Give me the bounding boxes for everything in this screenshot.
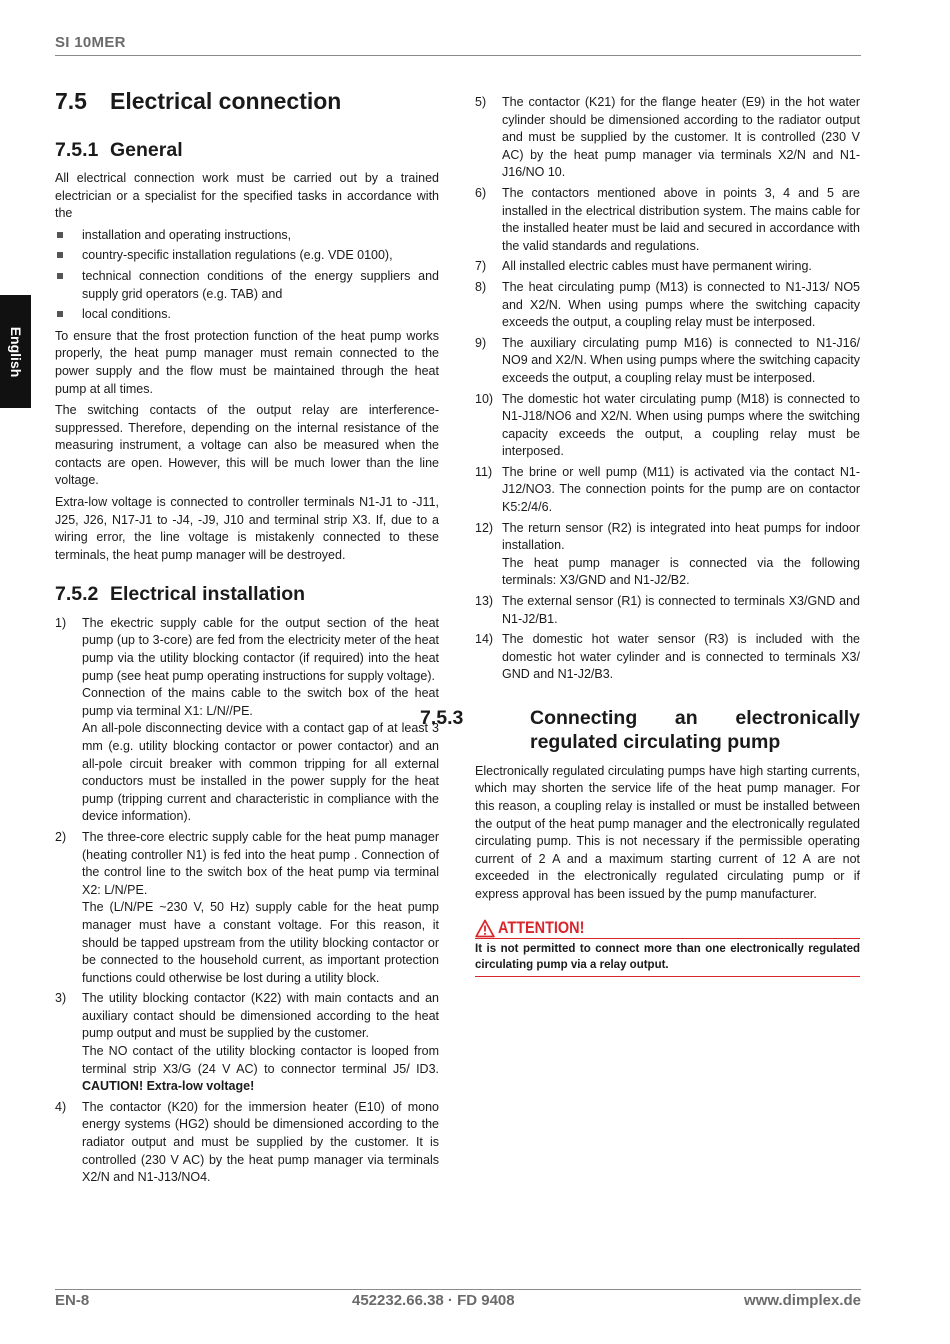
item-number: 5) bbox=[475, 95, 487, 109]
item-number: 14) bbox=[475, 632, 494, 647]
bullet-text: installation and operating instructions, bbox=[82, 227, 292, 242]
general-title: General bbox=[110, 138, 183, 161]
general-number: 7.5.1 bbox=[55, 138, 99, 161]
item-number: 7) bbox=[475, 259, 487, 274]
installation-list-part1 bbox=[55, 615, 439, 1187]
item-text-with-caution bbox=[82, 1043, 439, 1096]
general-bullet-list bbox=[55, 227, 439, 324]
attention-title: ATTENTION! bbox=[498, 917, 585, 937]
item-number: 9) bbox=[475, 335, 487, 350]
item-number: 8) bbox=[475, 279, 487, 294]
list-item bbox=[475, 185, 860, 255]
warning-triangle-icon bbox=[475, 919, 495, 938]
item-text: The auxiliary circulating pump M16) is connected to N1-J16/ NO9 and X2/N. When using pumps where the switching capacity exceeds the output, a coupling relay must be interposed. bbox=[502, 335, 860, 385]
list-item bbox=[475, 94, 860, 182]
pump-heading bbox=[420, 706, 860, 755]
item-text: The domestic hot water sensor (R3) is included with the domestic hot water cylinder and is connected to terminals X3/ GND and N1-J2/B3. bbox=[502, 632, 860, 682]
item-number: 4) bbox=[55, 1099, 67, 1114]
list-item bbox=[475, 391, 860, 461]
item-text: The contactor (K20) for the immersion heater (E10) of mono energy systems (HG2) should be dimensioned according to the radiator output and must be supplied by the customer. It is controlled (230 V AC) by the heat pump manager via terminals X2/N and N1-J13/NO4. bbox=[82, 1099, 439, 1185]
language-side-tab bbox=[0, 295, 31, 408]
item-number: 2) bbox=[55, 829, 67, 844]
item-text: The (L/N/PE ~230 V, 50 Hz) supply cable for the heat pump manager must have a constant voltage. For this reason, it should be tapped upstream from the utility blocking contactor or be connected to the household current, as important protection functions could otherwise be lost during a utility block. bbox=[82, 900, 439, 985]
item-text: The ekectric supply cable for the output section of the heat pump (up to 3-core) are fed from the electricity meter of the heat pump via the utility blocking contactor (if required) into the heat pump (see heat pump operating instructions for supply voltage). bbox=[82, 615, 439, 683]
header-divider bbox=[55, 55, 861, 56]
item-text: An all-pole disconnecting device with a contact gap of at least 3 mm (e.g. utility blocking contactor or power contactor) and an all-pole circuit breaker with common tripping for all external conductors must be installed in the power supply for the heat pump (tripping current and characteristic in compliance with the device information). bbox=[82, 721, 439, 824]
item-number: 11) bbox=[475, 464, 493, 479]
document-header-title: SI 10MER bbox=[55, 34, 126, 51]
item-text: The contactors mentioned above in points 3, 4 and 5 are installed in the electrical distribution system. The mains cable for the installed heater must be laid and secured in accordance with the valid standards and regulations. bbox=[502, 185, 860, 253]
item-text: The return sensor (R2) is integrated into heat pumps for indoor installation. bbox=[502, 520, 860, 553]
pump-paragraph: Electronically regulated circulating pumps have high starting currents, which may shorten the service life of the heat pump manager. For this reason, a coupling relay is installed or must be installed between the output of the heat pump manager and the electronically regulated circulating pump. This is not necessary if the permissible operating current of 2 A and a maximum starting current of 12 A are not exceeded in the electronically regulated circulating pump or if express approval has been issued by the pump manufacturer. bbox=[475, 763, 860, 901]
list-item bbox=[475, 279, 860, 332]
list-item bbox=[475, 464, 860, 517]
item-text: The heat pump manager is connected via the following terminals: X3/GND and N1-J2/B2. bbox=[502, 555, 860, 588]
bullet-square-icon bbox=[57, 252, 63, 258]
language-tab-label: English bbox=[7, 326, 24, 377]
item-number: 1) bbox=[55, 615, 67, 630]
list-item bbox=[475, 258, 860, 276]
footer-divider bbox=[55, 1289, 861, 1290]
bullet-item bbox=[55, 306, 439, 324]
item-number: 12) bbox=[475, 520, 494, 535]
item-text: The heat circulating pump (M13) is connected to N1-J13/ NO5 and X2/N. When using pumps where the switching capacity exceeds the output, a coupling relay must be interposed. bbox=[502, 279, 860, 330]
item-number: 6) bbox=[475, 185, 487, 200]
bullet-item bbox=[55, 247, 439, 265]
general-paragraph: To ensure that the frost protection function of the heat pump works properly, the heat pump manager must remain connected to the power supply and the flow must be maintained through the heat pump at all times. bbox=[55, 328, 439, 396]
installation-title: Electrical installation bbox=[110, 583, 306, 606]
bullet-square-icon bbox=[57, 311, 63, 317]
list-item bbox=[475, 631, 860, 684]
general-paragraph: Extra-low voltage is connected to controller terminals N1-J1 to -J11, J25, J26, N17-J1 to -J4, -J9, J10 and terminal strip X3. If, due to a wiring error, the line voltage is mistakenly connected to these terminals, the heat pump manager will be destroyed. bbox=[55, 495, 439, 562]
bullet-text: technical connection conditions of the energy suppliers and supply grid operators (e.g. TAB) and bbox=[82, 268, 439, 301]
bullet-text: country-specific installation regulations (e.g. VDE 0100), bbox=[82, 248, 393, 263]
item-text: The contactor (K21) for the flange heater (E9) in the hot water cylinder should be dimensioned according to the radiator output and must be supplied by the customer. It is controlled (230 V AC) by the heat pump manager via terminals X2/N and N1-J16/NO 10. bbox=[502, 95, 860, 180]
general-paragraph: The switching contacts of the output relay are interference-suppressed. Therefore, depending on the internal resistance of the measuring instrument, a voltage can also be measured when the contacts are open. However, this will be much lower than the line voltage. bbox=[55, 403, 439, 488]
list-item bbox=[475, 335, 860, 388]
item-text: The NO contact of the utility blocking contactor is looped from terminal strip X3/G (24 V AC) to connector terminal J5/ ID3. bbox=[82, 1044, 439, 1076]
general-intro: All electrical connection work must be carried out by a trained electrician or a specialist for the specified tasks in accordance with the bbox=[55, 170, 439, 221]
item-text: Connection of the mains cable to the switch box of the heat pump via terminal X1: L/N//PE. bbox=[82, 686, 439, 718]
list-item bbox=[475, 593, 860, 628]
item-text: The domestic hot water circulating pump (M18) is connected to N1-J18/NO6 and X2/N. When using pumps where the switching capacity exceeds the output, a coupling relay must be interposed. bbox=[502, 391, 860, 459]
installation-list-part2 bbox=[475, 94, 860, 684]
list-item bbox=[55, 990, 439, 1096]
item-text: The external sensor (R1) is connected to terminals X3/GND and N1-J2/B1. bbox=[502, 594, 860, 626]
installation-number: 7.5.2 bbox=[55, 583, 99, 606]
list-item bbox=[55, 615, 439, 826]
section-title: Electrical connection bbox=[110, 88, 342, 114]
item-number: 10) bbox=[475, 391, 494, 406]
section-heading bbox=[55, 88, 439, 116]
item-number: 3) bbox=[55, 991, 67, 1006]
bullet-item bbox=[55, 227, 439, 245]
caution-text: CAUTION! Extra-low voltage! bbox=[82, 1079, 255, 1094]
item-text: The three-core electric supply cable for the heat pump manager (heating controller N1) is fed into the heat pump . Connection of the control line to the switch box of the heat pump via terminal X2: L/N/PE. bbox=[82, 829, 439, 897]
pump-title: Connecting an electronically regulated circulating pump bbox=[530, 707, 860, 754]
list-item bbox=[55, 829, 439, 987]
footer-website: www.dimplex.de bbox=[744, 1292, 861, 1309]
installation-heading bbox=[55, 582, 439, 606]
item-text: The utility blocking contactor (K22) with main contacts and an auxiliary contact should be dimensioned according to the heat pump output and must be supplied by the customer. bbox=[82, 991, 439, 1041]
item-text: The brine or well pump (M11) is activated via the contact N1-J12/NO3. The connection points for the pump are on contactor K5:2/4/6. bbox=[502, 464, 860, 515]
section-number: 7.5 bbox=[55, 88, 87, 114]
list-item bbox=[475, 520, 860, 590]
bullet-square-icon bbox=[57, 273, 63, 279]
list-item bbox=[55, 1099, 439, 1187]
bullet-item bbox=[55, 268, 439, 303]
left-column bbox=[55, 88, 439, 1195]
footer-document-id: 452232.66.38 · FD 9408 bbox=[352, 1292, 515, 1309]
item-number: 13) bbox=[475, 594, 494, 609]
bullet-square-icon bbox=[57, 232, 63, 238]
general-heading bbox=[55, 138, 439, 162]
bullet-text: local conditions. bbox=[82, 307, 171, 322]
item-text: All installed electric cables must have permanent wiring. bbox=[502, 259, 812, 274]
right-column bbox=[420, 94, 860, 977]
footer-page-number: EN-8 bbox=[55, 1292, 90, 1309]
attention-text: It is not permitted to connect more than one electronically regulated circulating pump via a relay output. bbox=[475, 939, 860, 977]
attention-header bbox=[475, 918, 860, 939]
pump-number: 7.5.3 bbox=[420, 707, 464, 729]
